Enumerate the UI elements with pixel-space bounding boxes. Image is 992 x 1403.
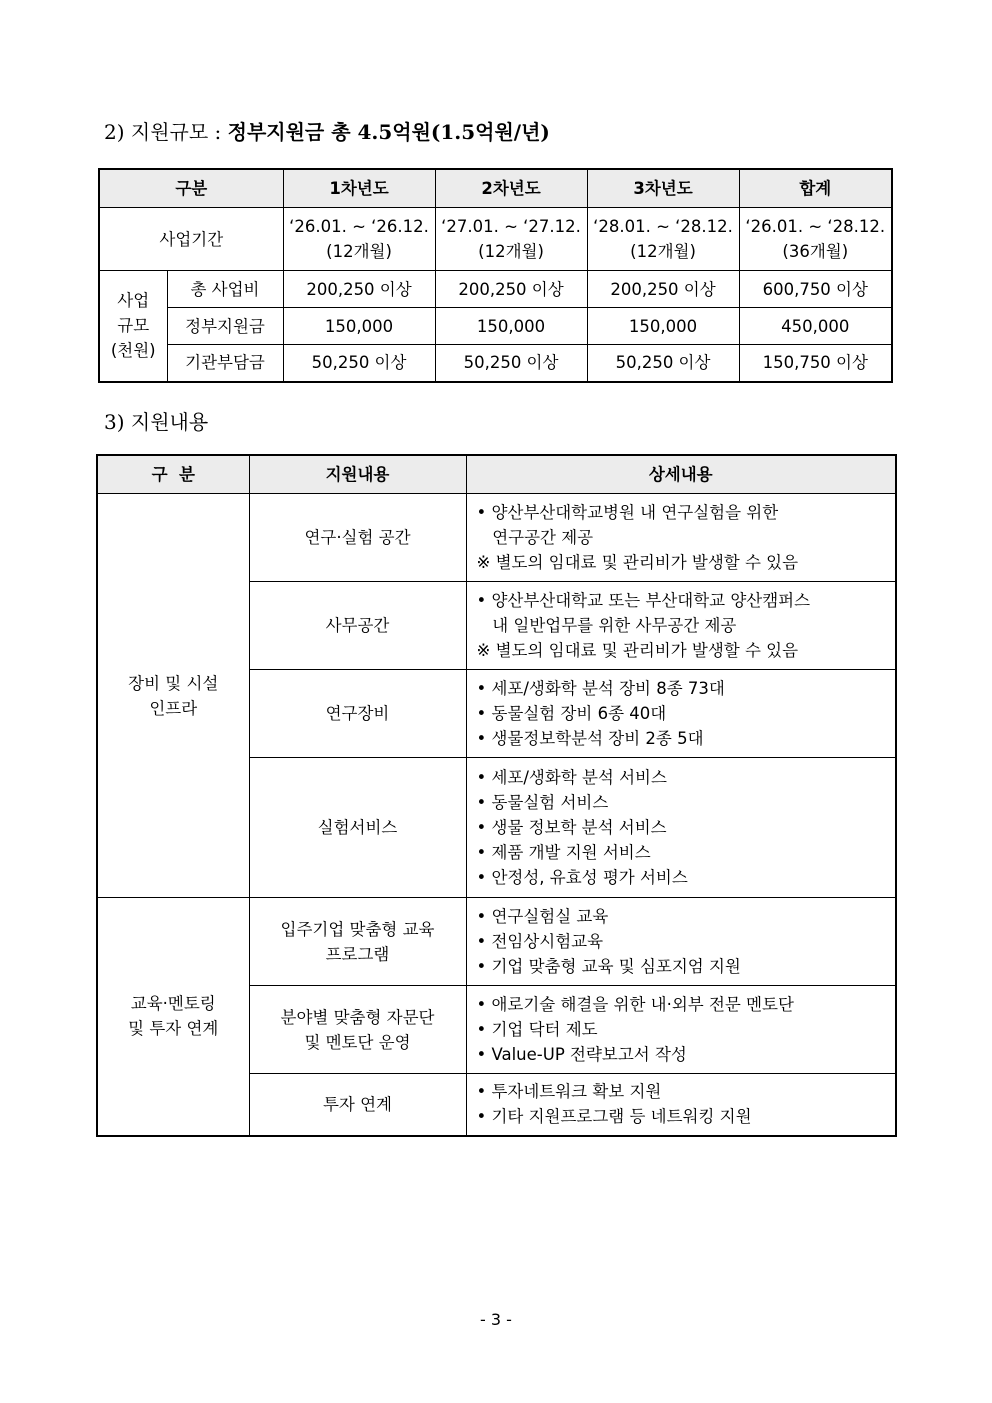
category-cell: 장비 및 시설 인프라 — [97, 494, 249, 898]
support-cell: 연구장비 — [249, 670, 466, 758]
detail-cell: • 투자네트워크 확보 지원 • 기타 지원프로그램 등 네트워킹 지원 — [466, 1074, 896, 1136]
t1-header: 구분 — [99, 169, 283, 208]
table-row — [97, 898, 896, 986]
value-cell: 150,750 이상 — [739, 345, 892, 382]
value-cell: 50,250 이상 — [435, 345, 587, 382]
period-cell: ‘27.01. ~ ‘27.12. (12개월) — [435, 208, 587, 271]
detail-cell: • 양산부산대학교 또는 부산대학교 양산캠퍼스 내 일반업무를 위한 사무공간 제공 ※ 별도의 임대료 및 관리비가 발생할 수 있음 — [466, 582, 896, 670]
support-cell: 분야별 맞춤형 자문단 및 멘토단 운영 — [249, 986, 466, 1074]
period-row — [99, 208, 892, 271]
support-cell: 연구·실험 공간 — [249, 494, 466, 582]
t1-header: 1차년도 — [283, 169, 435, 208]
page-number: - 3 - — [480, 1310, 512, 1329]
t1-header: 2차년도 — [435, 169, 587, 208]
section3-heading: 3) 지원내용 — [104, 410, 209, 434]
period-cell: ‘26.01. ~ ‘28.12. (36개월) — [739, 208, 892, 271]
scale-label: 사업 규모 (천원) — [99, 271, 167, 382]
detail-cell: • 애로기술 해결을 위한 내·외부 전문 멘토단 • 기업 닥터 제도 • Value-UP 전략보고서 작성 — [466, 986, 896, 1074]
support-cell: 사무공간 — [249, 582, 466, 670]
t2-header: 지원내용 — [249, 455, 466, 494]
value-cell: 200,250 이상 — [435, 271, 587, 308]
period-cell: ‘26.01. ~ ‘26.12. (12개월) — [283, 208, 435, 271]
value-cell: 150,000 — [283, 308, 435, 345]
detail-cell: • 연구실험실 교육 • 전임상시험교육 • 기업 맞춤형 교육 및 심포지엄 지원 — [466, 898, 896, 986]
table-row — [99, 271, 892, 308]
detail-cell: • 세포/생화학 분석 장비 8종 73대 • 동물실험 장비 6종 40대 • 생물정보학분석 장비 2종 5대 — [466, 670, 896, 758]
row-label: 기관부담금 — [167, 345, 283, 382]
value-cell: 150,000 — [435, 308, 587, 345]
support-cell: 입주기업 맞춤형 교육 프로그램 — [249, 898, 466, 986]
value-cell: 600,750 이상 — [739, 271, 892, 308]
value-cell: 200,250 이상 — [283, 271, 435, 308]
section2-heading-bold: 정부지원금 총 4.5억원(1.5억원/년) — [227, 120, 550, 144]
t2-header: 상세내용 — [466, 455, 896, 494]
period-cell: ‘28.01. ~ ‘28.12. (12개월) — [587, 208, 739, 271]
support-cell: 실험서비스 — [249, 758, 466, 898]
detail-cell: • 세포/생화학 분석 서비스 • 동물실험 서비스 • 생물 정보학 분석 서비스 • 제품 개발 지원 서비스 • 안정성, 유효성 평가 서비스 — [466, 758, 896, 898]
value-cell: 450,000 — [739, 308, 892, 345]
t1-header: 3차년도 — [587, 169, 739, 208]
support-scale-table — [98, 168, 893, 383]
section2-heading — [104, 116, 550, 145]
value-cell: 50,250 이상 — [587, 345, 739, 382]
t2-header: 구 분 — [97, 455, 249, 494]
support-content-table — [96, 454, 897, 1137]
value-cell: 50,250 이상 — [283, 345, 435, 382]
table-row — [97, 494, 896, 582]
row-label: 총 사업비 — [167, 271, 283, 308]
table-row — [99, 345, 892, 382]
table-row — [99, 308, 892, 345]
support-cell: 투자 연계 — [249, 1074, 466, 1136]
row-label: 정부지원금 — [167, 308, 283, 345]
detail-cell: • 양산부산대학교병원 내 연구실험을 위한 연구공간 제공 ※ 별도의 임대료 및 관리비가 발생할 수 있음 — [466, 494, 896, 582]
category-cell: 교육·멘토링 및 투자 연계 — [97, 898, 249, 1136]
section2-heading-prefix: 2) 지원규모 : — [104, 120, 228, 144]
t1-header: 합계 — [739, 169, 892, 208]
value-cell: 150,000 — [587, 308, 739, 345]
period-label: 사업기간 — [99, 208, 283, 271]
value-cell: 200,250 이상 — [587, 271, 739, 308]
